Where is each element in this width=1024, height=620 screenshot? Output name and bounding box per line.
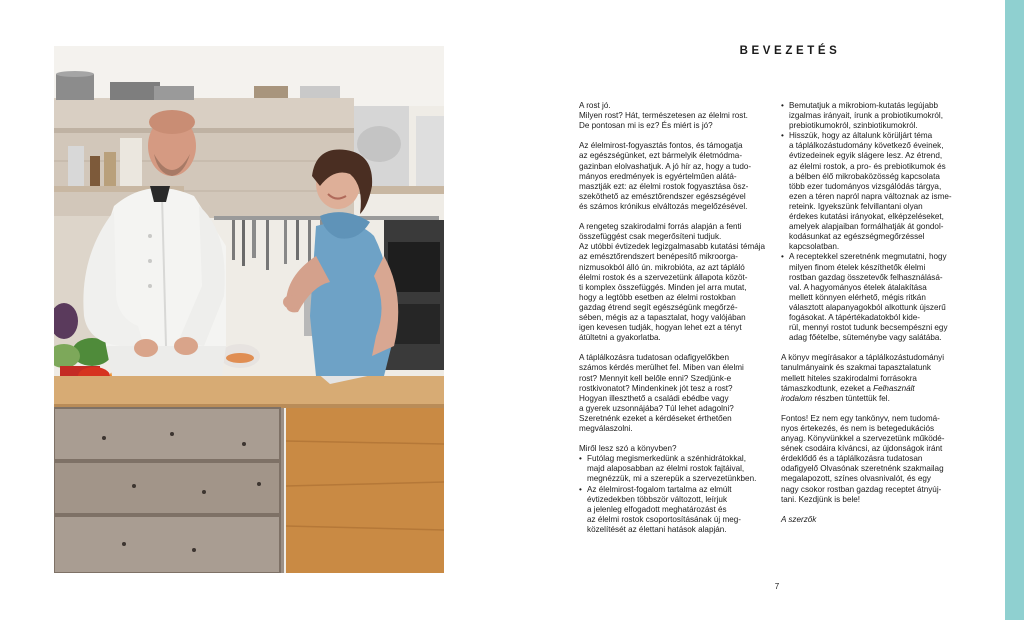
text-line: Az élelmirost-fogalom tartalma az elmúlt xyxy=(587,484,732,494)
text-line: igen kevesen tudják, hogyan lehet ezt a tényt xyxy=(579,323,742,333)
text-line: mellett hiteles szakirodalmi forrásokra xyxy=(781,373,917,383)
text-line: átültetni a gyakorlatba. xyxy=(579,333,661,343)
text-line: A rost jó. xyxy=(579,101,611,110)
text-line: rostkivonatot? Mindenkinek jót tesz a rost? xyxy=(579,383,733,393)
text-line: sének csodáira kíváncsi, az újdonságok iránt xyxy=(781,444,943,454)
text-line: Az élelmirost-fogyasztás fontos, és támogatja xyxy=(579,141,743,151)
body-paragraph xyxy=(781,414,976,505)
text-line: val. A hagyományos ételek átalakítása xyxy=(789,282,927,292)
kitchen-photo xyxy=(54,46,444,573)
bullet-item xyxy=(579,454,772,484)
text-line: megválaszolni. xyxy=(579,424,633,433)
text-line: évtizedeinek egyik slágere lesz. Az étrend, xyxy=(789,151,943,161)
bullet-item xyxy=(579,485,772,535)
signature xyxy=(781,515,976,525)
intro-paragraph xyxy=(579,101,772,131)
text-line: sében, mégis az a tapasztalat, hogy valójában xyxy=(579,312,746,322)
text-line: adag főételbe, süteménybe vagy salátába. xyxy=(789,333,942,343)
text-line: kapcsolatban. xyxy=(789,242,840,252)
text-line: évtizedekben többször változott, leírjuk xyxy=(587,494,728,504)
text-line: A könyv megírásakor a táplálkozástudományi xyxy=(781,353,945,363)
text-column-left xyxy=(579,101,772,535)
text-line: a jelenleg elfogadott meghatározást és xyxy=(587,504,727,514)
text-line: az élelmi rostok csoportosításának új meg- xyxy=(587,514,741,524)
kitchen-photo-drawing xyxy=(54,46,444,573)
text-line: gazinban elolvashatjuk. A jó hír az, hogy a tudo- xyxy=(579,161,752,171)
text-line: A rengeteg szakirodalmi forrás alapján a fenti xyxy=(579,222,742,232)
page-number: 7 xyxy=(774,582,780,591)
text-line: részben tüntettük fel. xyxy=(814,393,890,403)
text-line: A receptekkel szeretnénk megmutatni, hogy xyxy=(789,252,947,262)
page-edge-accent xyxy=(1005,0,1024,620)
section-question: Miről lesz szó a könyvben? xyxy=(579,444,677,454)
text-line: közelítését az élettani hatások alapján. xyxy=(587,524,727,534)
bullet-item xyxy=(781,252,976,343)
text-line: A táplálkozásra tudatosan odafigyelőkben xyxy=(579,353,729,363)
text-line: érdekes kutatási irányokat, elképzeléseket, xyxy=(789,212,944,222)
text-line: rostban gazdag összetevők felhasználásá- xyxy=(789,272,943,282)
text-line: majd alaposabban az élelmi rostok fajtáival, xyxy=(587,464,745,474)
text-line: Bemutatjuk a mikrobiom-kutatás legújabb xyxy=(789,101,939,110)
text-line: az élelmi rostok, a pro- és prebiotikumok és xyxy=(789,161,946,171)
bullet-list xyxy=(579,454,772,535)
body-paragraph xyxy=(579,222,772,343)
bullet-item xyxy=(781,131,976,252)
text-line: Futólag megismerkedünk a szénhidrátokkal, xyxy=(587,454,746,464)
text-line: az egészségünket, ezt bármelyik életmódma- xyxy=(579,151,743,161)
text-line: De pontosan mi is ez? És miért is jó? xyxy=(579,121,713,131)
text-line: gazdag étrend segít egészségünk megőrzé- xyxy=(579,302,738,312)
text-line: prebiotikumokról, szinbiotikumokról. xyxy=(789,121,918,131)
italic-reference: irodalom xyxy=(781,393,813,403)
text-line: választott alapanyagokból alkottunk újszerű xyxy=(789,302,946,312)
text-line: amelyek alapjaiban formálhatják át gondol- xyxy=(789,222,944,232)
text-line: reteink. Igyekszünk felvillantani olyan xyxy=(789,201,923,211)
body-paragraph xyxy=(781,353,976,403)
text-line: megnézzük, mi a szerepük a szervezetünkben. xyxy=(587,474,757,484)
text-line: milyen finom ételek készíthetők élelmi xyxy=(789,262,926,272)
body-paragraph xyxy=(579,353,772,434)
text-line: mányos eredmények is egyértelműen alátá- xyxy=(579,171,737,181)
text-line: tani. Kezdjünk is bele! xyxy=(781,494,861,504)
body-paragraph xyxy=(579,141,772,212)
italic-reference: Felhasznált xyxy=(873,383,915,393)
bullet-item xyxy=(781,101,976,131)
text-line: izgalmas irányait, írunk a probiotikumokról, xyxy=(789,111,943,121)
text-line: rost? Mennyit kell belőle enni? Szedjünk-e xyxy=(579,373,732,383)
text-line: szeköthető az emésztőrendszer egészségével xyxy=(579,191,746,201)
text-line: Szeretnénk ezeket a kérdéseket érthetően xyxy=(579,413,732,423)
text-line: ti komplex összefüggés. Minden jel arra mutat, xyxy=(579,282,747,292)
text-line: a táplálkozástudomány következő éveinek, xyxy=(789,141,944,151)
text-line: rül, mennyi rostot tudunk becsempészni egy xyxy=(789,323,948,333)
text-line: Milyen rost? Hát, természetesen az élelmi rost. xyxy=(579,111,748,121)
text-line: masztják ezt: az élelmi rostok fogyasztása ösz- xyxy=(579,181,749,191)
bullet-list xyxy=(781,101,976,343)
text-line: megalapozott, színes olvasnivalót, és egy xyxy=(781,474,931,484)
text-line: nyos értekezés, és nem is betegedukációs xyxy=(781,424,935,433)
text-line: támaszkodtunk, ezeket a xyxy=(781,383,871,393)
text-line: nagy csokor rostban gazdag receptet átnyúj- xyxy=(781,484,942,494)
text-line: Az utóbbi évtizedek legizgalmasabb kutatási témája xyxy=(579,242,766,252)
text-line: kodásunkat az egészségmegőrzéssel xyxy=(789,232,925,242)
text-line: tanulmányaink és szakmai tapasztalatunk xyxy=(781,363,931,373)
text-line: fogásokat. A tápértékadatokból kide- xyxy=(789,312,920,322)
text-line: a bélben élő mikrobaközösség kapcsolata xyxy=(789,171,940,181)
text-line: Hogyan illeszthető a családi ebédbe vagy xyxy=(579,393,729,403)
chapter-heading: BEVEZETÉS xyxy=(739,45,841,57)
text-line: és számos krónikus elváltozás megelőzésével. xyxy=(579,201,748,211)
text-line: nizmusokból álló ún. mikrobióta, az azt tápláló xyxy=(579,262,745,272)
text-line: Hisszük, hogy az általunk körüljárt téma xyxy=(789,131,933,141)
text-line: hogy a legtöbb esetben az élelmi rostokban xyxy=(579,292,736,302)
text-line: az emésztőrendszert benépesítő mikroorga- xyxy=(579,252,738,262)
text-line: összefüggést csak megerősíteni tudjuk. xyxy=(579,232,722,242)
text-line: anyag. Könyvünkkel a szervezetünk működé- xyxy=(781,434,945,444)
text-line: Fontos! Ez nem egy tankönyv, nem tudomá- xyxy=(781,413,940,423)
text-line: mellett könnyen elérhető, mégis ritkán xyxy=(789,292,926,302)
text-line: élelmi rostok és a szervezetünk állapota közöt- xyxy=(579,272,748,282)
text-column-right xyxy=(781,101,976,525)
signature-text: A szerzők xyxy=(781,514,817,524)
text-line: odafigyelő Olvasónak szeretnénk szakmailag xyxy=(781,464,944,474)
text-line: a gyerek uzsonnájába? Túl lehet adagolni? xyxy=(579,403,734,413)
text-line: ezen a téren napról napra változnak az isme- xyxy=(789,191,952,201)
text-line: számos kérdés merülhet fel. Miben van élelmi xyxy=(579,363,744,373)
text-line: több ezer tudományos vizsgálódás tárgya, xyxy=(789,181,942,191)
text-line: érdeklődő és a táplálkozásra tudatosan xyxy=(781,454,923,464)
